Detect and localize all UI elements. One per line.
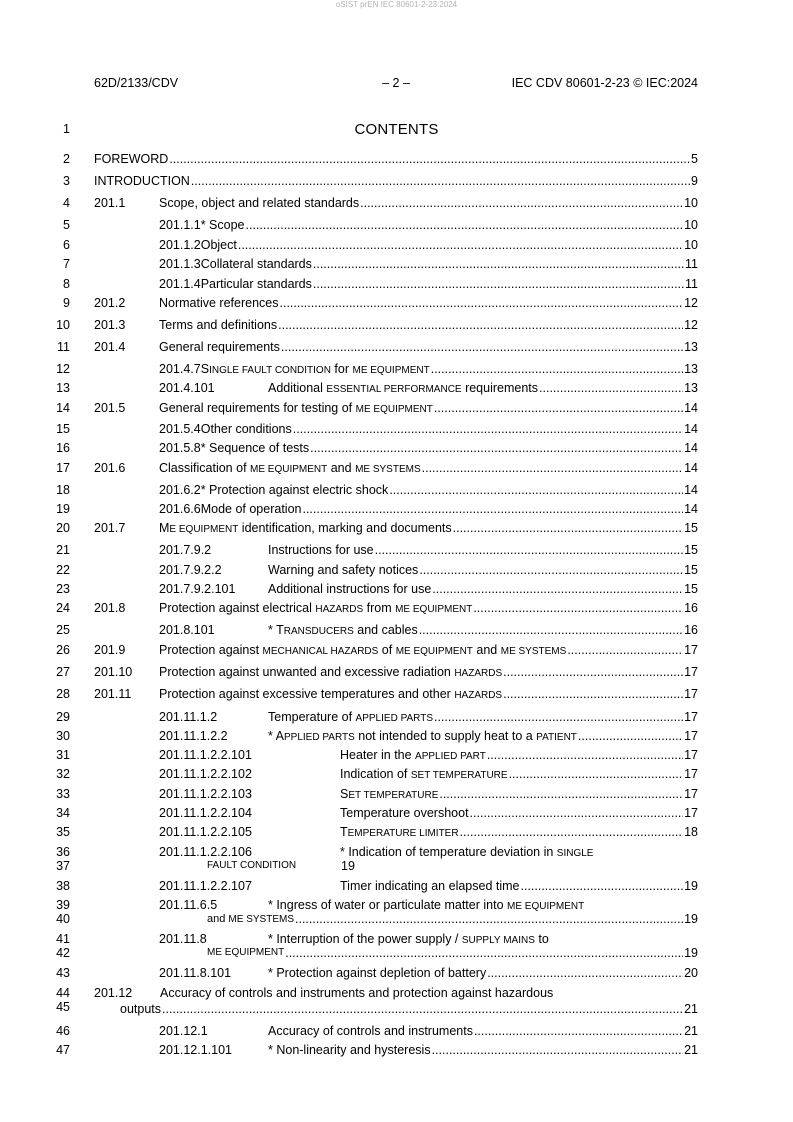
line-number: 41 [56, 932, 70, 946]
toc-title: * Interruption of the power supply / SUPPLY MAINS to [268, 932, 549, 946]
toc-entry-201-1-1[interactable] [159, 217, 698, 233]
toc-page: 13 [684, 381, 698, 395]
toc-title: Object [200, 238, 237, 252]
toc-entry-201-11-8-cont[interactable] [207, 945, 698, 961]
clause-number: 201.1.4 [159, 277, 201, 291]
dot-leader [486, 747, 683, 763]
toc-title: * Indication of temperature deviation in SINGLE [340, 845, 594, 859]
clause-number: 201.11.8.101 [159, 966, 232, 980]
toc-entry-201-11-1-2-2-107[interactable] [159, 878, 698, 894]
toc-page: 10 [684, 196, 698, 210]
toc-page: 17 [684, 643, 698, 657]
clause-number: 201.1.3 [159, 257, 201, 271]
dot-leader [280, 339, 683, 355]
dot-leader [301, 501, 683, 517]
toc-page: 12 [684, 318, 698, 332]
toc-title: * Sequence of tests [200, 441, 310, 455]
dot-leader [309, 440, 683, 456]
line-number: 9 [63, 296, 70, 310]
clause-number: 201.6.6 [159, 502, 201, 516]
toc-title: Terms and definitions [159, 318, 278, 332]
toc-entry-201-11[interactable] [94, 686, 698, 702]
toc-title: Protection against unwanted and excessive radiation HAZARDS [159, 665, 503, 679]
line-number: 18 [56, 483, 70, 497]
toc-entry-201-7-9-2-2[interactable] [159, 562, 698, 578]
line-number: 35 [56, 825, 70, 839]
dot-leader [459, 824, 684, 840]
clause-number: 201.7.9.2.101 [159, 582, 236, 596]
line-number: 5 [63, 218, 70, 232]
line-number: 2 [63, 152, 70, 166]
dot-leader [245, 217, 684, 233]
dot-leader [502, 664, 683, 680]
line-number: 24 [56, 601, 70, 615]
toc-page: 10 [684, 238, 698, 252]
toc-title: Temperature overshoot [340, 806, 469, 820]
clause-number: 201.7 [94, 521, 126, 535]
clause-number: 201.1 [94, 196, 126, 210]
toc-entry-201-7-9-2[interactable] [159, 542, 698, 558]
dot-leader [577, 728, 683, 744]
clause-number: 201.1.2 [159, 238, 201, 252]
dot-leader [161, 1001, 683, 1017]
dot-leader [292, 421, 683, 437]
clause-number: 201.11.1.2.2.102 [159, 767, 252, 781]
line-number: 22 [56, 563, 70, 577]
toc-page: 21 [684, 1002, 698, 1016]
dot-leader [508, 766, 684, 782]
dot-leader [312, 276, 684, 292]
toc-page: 11 [685, 277, 698, 291]
toc-entry-201-5-8[interactable] [159, 440, 698, 456]
toc-page: 20 [684, 966, 698, 980]
dot-leader [284, 945, 683, 961]
toc-entry-201-9[interactable] [94, 642, 698, 658]
toc-entry-201-12-1-101[interactable] [159, 1042, 698, 1058]
toc-page: 14 [684, 441, 698, 455]
dot-leader [168, 151, 690, 167]
clause-number: 201.7.9.2.2 [159, 563, 222, 577]
toc-page: 17 [684, 787, 698, 801]
clause-number: 201.12.1.101 [159, 1043, 232, 1057]
toc-page: 15 [684, 521, 698, 535]
dot-leader [421, 460, 683, 476]
toc-title: Timer indicating an elapsed time [340, 879, 520, 893]
line-number: 13 [56, 381, 70, 395]
dot-leader [388, 482, 683, 498]
toc-page: 21 [684, 1043, 698, 1057]
toc-page: 17 [684, 687, 698, 701]
clause-number: 201.11 [94, 687, 132, 701]
toc-entry-201-2[interactable] [94, 295, 698, 311]
toc-title: FOREWORD [94, 152, 169, 166]
toc-page: 14 [684, 422, 698, 436]
clause-number: 201.3 [94, 318, 126, 332]
toc-title: Other conditions [200, 422, 292, 436]
dot-leader [418, 562, 683, 578]
line-number: 39 [56, 898, 70, 912]
toc-title: Protection against electrical HAZARDS from ME EQUIPMENT [159, 601, 473, 615]
clause-number: 201.8.101 [159, 623, 215, 637]
clause-number: 201.12.1 [159, 1024, 208, 1038]
toc-title: * Non-linearity and hysteresis [268, 1043, 431, 1057]
clause-number: 201.5.8 [159, 441, 201, 455]
toc-entry-201-11-6-5-cont[interactable] [207, 911, 698, 927]
toc-entry-201-1-4[interactable] [159, 276, 698, 292]
toc-title: * Protection against electric shock [200, 483, 389, 497]
toc-entry-201-6-2[interactable] [159, 482, 698, 498]
toc-entry-201-6[interactable] [94, 460, 698, 476]
dot-leader [418, 622, 683, 638]
line-number: 14 [56, 401, 70, 415]
toc-page: 12 [684, 296, 698, 310]
toc-page: 18 [684, 825, 698, 839]
toc-title: General requirements [159, 340, 280, 354]
toc-page: 16 [684, 601, 698, 615]
document-code: 62D/2133/CDV [94, 76, 179, 90]
clause-number: 201.4.7 [159, 362, 201, 376]
line-number: 43 [56, 966, 70, 980]
toc-entry-201-11-1-2-2-101[interactable] [159, 747, 698, 763]
toc-title: SET TEMPERATURE [340, 787, 439, 801]
dot-leader [431, 581, 683, 597]
toc-entry-201-12-1[interactable] [159, 1023, 698, 1039]
toc-title: Normative references [159, 296, 279, 310]
line-number: 10 [56, 318, 70, 332]
toc-page: 13 [684, 362, 698, 376]
toc-entry-201-5-4[interactable] [159, 421, 698, 437]
toc-title: Temperature of APPLIED PARTS [268, 710, 433, 724]
toc-title: Accuracy of controls and instruments and protection against hazardous [160, 986, 554, 1000]
toc-title: TEMPERATURE LIMITER [340, 825, 459, 839]
toc-page: 17 [684, 748, 698, 762]
toc-page: 5 [691, 152, 698, 166]
line-number: 36 [56, 845, 70, 859]
toc-entry-201-11-1-2-2-103[interactable] [159, 786, 698, 802]
toc-title: ME EQUIPMENT identification, marking and documents [159, 521, 452, 535]
toc-entry-201-4-7[interactable] [159, 361, 698, 377]
toc-entry-201-11-1-2-2-105[interactable] [159, 824, 698, 840]
dot-leader [433, 709, 683, 725]
line-number: 27 [56, 665, 70, 679]
dot-leader [190, 173, 690, 189]
standard-reference: IEC CDV 80601-2-23 © IEC:2024 [511, 76, 698, 90]
toc-page: 11 [685, 257, 698, 271]
toc-entry-201-4-101[interactable] [159, 380, 698, 396]
toc-title: Protection against excessive temperatures and other HAZARDS [159, 687, 503, 701]
clause-number: 201.11.1.2.2.105 [159, 825, 252, 839]
toc-page: 17 [684, 767, 698, 781]
clause-number: 201.11.8 [159, 932, 207, 946]
page-header [94, 76, 698, 92]
toc-page: 14 [684, 483, 698, 497]
dot-leader [277, 317, 683, 333]
clause-number: 201.4 [94, 340, 126, 354]
toc-page: 19 [684, 912, 698, 926]
line-number: 15 [56, 422, 70, 436]
toc-entry-201-1-2[interactable] [159, 237, 698, 253]
line-number: 42 [56, 946, 70, 960]
toc-entry-201-11-1-2-2-104[interactable] [159, 805, 698, 821]
toc-title: Accuracy of controls and instruments [268, 1024, 473, 1038]
toc-entry-201-11-1-2[interactable] [159, 709, 698, 725]
dot-leader [452, 520, 683, 536]
line-number: 47 [56, 1043, 70, 1057]
toc-page: 10 [684, 218, 698, 232]
toc-entry-201-1[interactable] [94, 195, 698, 211]
dot-leader [312, 256, 684, 272]
toc-entry-201-10[interactable] [94, 664, 698, 680]
toc-page: 17 [684, 806, 698, 820]
toc-title: Additional ESSENTIAL PERFORMANCE requirements [268, 381, 539, 395]
toc-title: INTRODUCTION [94, 174, 190, 188]
dot-leader [473, 1023, 683, 1039]
toc-title: * Scope [200, 218, 245, 232]
dot-leader [374, 542, 683, 558]
dot-leader [502, 686, 683, 702]
clause-number: 201.5.4 [159, 422, 201, 436]
dot-leader [538, 380, 683, 396]
toc-title: Warning and safety notices [268, 563, 419, 577]
line-number: 28 [56, 687, 70, 701]
clause-number: 201.11.1.2.2.104 [159, 806, 252, 820]
line-number: 33 [56, 787, 70, 801]
watermark: oSIST prEN IEC 80601-2-23:2024 [335, 0, 458, 9]
line-number: 21 [56, 543, 70, 557]
toc-title: Collateral standards [200, 257, 312, 271]
line-number: 1 [63, 122, 70, 136]
toc-entry-201-11-1-2-2-102[interactable] [159, 766, 698, 782]
clause-number: 201.8 [94, 601, 126, 615]
line-number: 29 [56, 710, 70, 724]
line-number: 11 [57, 340, 70, 354]
line-number: 32 [56, 767, 70, 781]
line-number: 46 [56, 1024, 70, 1038]
dot-leader [469, 805, 684, 821]
toc-page: 14 [684, 502, 698, 516]
toc-title: Classification of ME EQUIPMENT and ME SYSTEMS [159, 461, 421, 475]
toc-page: 15 [684, 582, 698, 596]
toc-title: SINGLE FAULT CONDITION for ME EQUIPMENT [200, 362, 430, 376]
line-number: 16 [56, 441, 70, 455]
toc-title-continued: outputs [120, 1002, 162, 1016]
clause-number: 201.11.6.5 [159, 898, 218, 912]
toc-entry-foreword[interactable] [94, 151, 698, 167]
toc-page: 21 [684, 1024, 698, 1038]
clause-number: 201.10 [94, 665, 133, 679]
line-number: 3 [63, 174, 70, 188]
line-number: 8 [63, 277, 70, 291]
toc-title: * TRANSDUCERS and cables [268, 623, 418, 637]
toc-page: 14 [684, 401, 698, 415]
dot-leader [486, 965, 683, 981]
line-number: 4 [63, 196, 70, 210]
toc-title-continued: FAULT CONDITION [207, 860, 297, 871]
toc-entry-201-4[interactable] [94, 339, 698, 355]
line-number: 31 [56, 748, 70, 762]
dot-leader [294, 911, 683, 927]
clause-number: 201.5 [94, 401, 126, 415]
toc-page: 15 [684, 563, 698, 577]
clause-number: 201.4.101 [159, 381, 215, 395]
toc-title: Instructions for use [268, 543, 374, 557]
toc-title: Indication of SET TEMPERATURE [340, 767, 508, 781]
toc-entry-201-12-cont[interactable] [120, 1001, 698, 1017]
line-number: 38 [56, 879, 70, 893]
contents-title: CONTENTS [354, 121, 439, 138]
dot-leader [472, 600, 683, 616]
toc-page: 19 [684, 879, 698, 893]
toc-title: Scope, object and related standards [159, 196, 360, 210]
toc-entry-201-3[interactable] [94, 317, 698, 333]
line-number: 6 [63, 238, 70, 252]
toc-page: 13 [684, 340, 698, 354]
toc-title: General requirements for testing of ME EQUIPMENT [159, 401, 433, 415]
line-number: 34 [56, 806, 70, 820]
toc-entry-201-7-9-2-101[interactable] [159, 581, 698, 597]
toc-title: * APPLIED PARTS not intended to supply heat to a PATIENT [268, 729, 577, 743]
dot-leader [359, 195, 683, 211]
clause-number: 201.2 [94, 296, 126, 310]
clause-number: 201.12 [94, 986, 133, 1000]
line-number: 37 [56, 859, 70, 873]
toc-entry-201-8[interactable] [94, 600, 698, 616]
clause-number: 201.9 [94, 643, 126, 657]
clause-number: 201.6.2 [159, 483, 201, 497]
toc-page: 17 [684, 729, 698, 743]
dot-leader [566, 642, 683, 658]
line-number: 26 [56, 643, 70, 657]
toc-page: 16 [684, 623, 698, 637]
toc-title-continued: and ME SYSTEMS [207, 913, 294, 925]
toc-entry-201-11-1-2-2[interactable] [159, 728, 698, 744]
toc-entry-introduction[interactable] [94, 173, 698, 189]
toc-entry-201-8-101[interactable] [159, 622, 698, 638]
toc-title: * Protection against depletion of battery [268, 966, 487, 980]
dot-leader [438, 786, 683, 802]
line-number: 45 [56, 1000, 70, 1014]
dot-leader [430, 361, 683, 377]
toc-entry-201-11-8-101[interactable] [159, 965, 698, 981]
clause-number: 201.11.1.2 [159, 710, 218, 724]
clause-number: 201.11.1.2.2.106 [159, 845, 252, 859]
clause-number: 201.11.1.2.2 [159, 729, 228, 743]
line-number: 44 [56, 986, 70, 1000]
toc-entry-201-11-1-2-2-106-cont[interactable] [207, 858, 407, 874]
toc-entry-201-5[interactable] [94, 400, 698, 416]
clause-number: 201.11.1.2.2.103 [159, 787, 252, 801]
line-number: 25 [56, 623, 70, 637]
toc-entry-201-12[interactable] [94, 985, 698, 1001]
line-number: 12 [56, 362, 70, 376]
toc-page: 15 [684, 543, 698, 557]
line-number: 23 [56, 582, 70, 596]
toc-page: 14 [684, 461, 698, 475]
toc-entry-201-1-3[interactable] [159, 256, 698, 272]
toc-title-continued: ME EQUIPMENT [207, 947, 285, 958]
toc-page: 19 [341, 859, 355, 873]
dot-leader [237, 237, 683, 253]
toc-entry-201-6-6[interactable] [159, 501, 698, 517]
line-number: 19 [56, 502, 70, 516]
toc-title: Heater in the APPLIED PART [340, 748, 486, 762]
dot-leader [279, 295, 684, 311]
clause-number: 201.7.9.2 [159, 543, 212, 557]
toc-title: Particular standards [200, 277, 312, 291]
line-number: 17 [56, 461, 70, 475]
line-number: 40 [56, 912, 70, 926]
toc-page: 17 [684, 665, 698, 679]
page-number: – 2 – [382, 76, 410, 90]
toc-entry-201-7[interactable] [94, 520, 698, 536]
toc-page: 9 [691, 174, 698, 188]
toc-title: Additional instructions for use [268, 582, 432, 596]
line-number: 20 [56, 521, 70, 535]
dot-leader [431, 1042, 684, 1058]
clause-number: 201.6 [94, 461, 126, 475]
toc-page: 19 [684, 946, 698, 960]
toc-title: Protection against MECHANICAL HAZARDS of ME EQUIPMENT and ME SYSTEMS [159, 643, 567, 657]
toc-title: * Ingress of water or particulate matter into ME EQUIPMENT [268, 898, 585, 912]
clause-number: 201.11.1.2.2.107 [159, 879, 252, 893]
dot-leader [520, 878, 684, 894]
toc-title: Mode of operation [200, 502, 302, 516]
toc-page: 17 [684, 710, 698, 724]
line-number: 30 [56, 729, 70, 743]
dot-leader [433, 400, 683, 416]
clause-number: 201.1.1 [159, 218, 201, 232]
line-number: 7 [63, 257, 70, 271]
clause-number: 201.11.1.2.2.101 [159, 748, 252, 762]
